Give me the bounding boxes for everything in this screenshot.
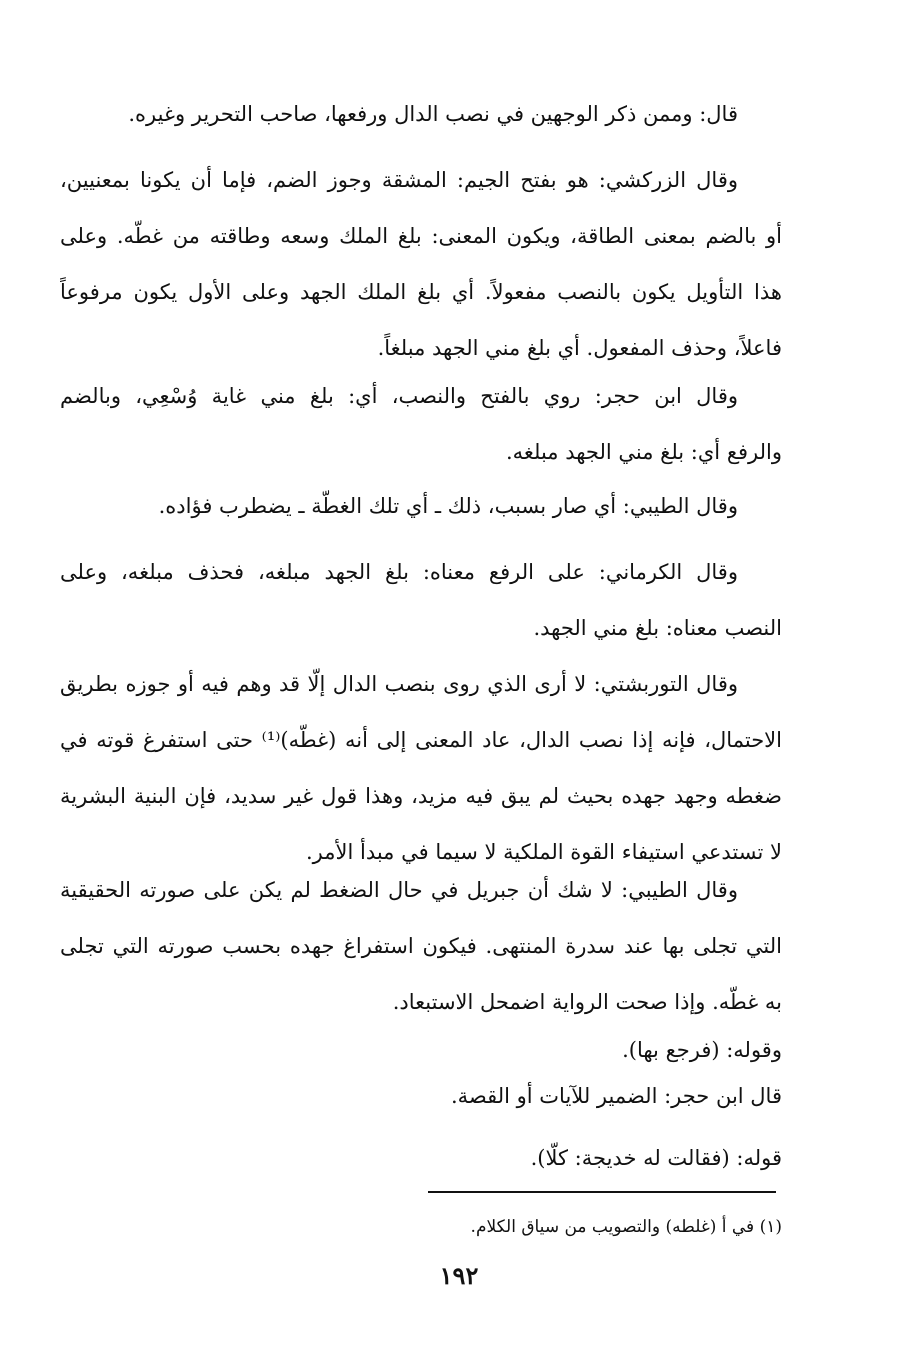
paragraph-line: والرفع أي: بلغ مني الجهد مبلغه. <box>505 440 782 464</box>
short-line-ibn-hajar: قال ابن حجر: الضمير للآيات أو القصة. <box>450 1084 782 1108</box>
paragraph-line: وقال الطيبي: لا شك أن جبريل في حال الضغط لم يكن على صورته الحقيقية <box>60 878 738 902</box>
paragraph-line: هذا التأويل يكون بالنصب مفعولاً. أي بلغ الملك الجهد وعلى الأول يكون مرفوعاً <box>60 280 782 304</box>
paragraph-line: وقال الطيبي: أي صار بسبب، ذلك ـ أي تلك الغطّة ـ يضطرب فؤاده. <box>158 494 738 518</box>
paragraph-line: وقال الكرماني: على الرفع معناه: بلغ الجهد مبلغه، فحذف مبلغه، وعلى <box>60 560 738 584</box>
paragraph-line: قال: وممن ذكر الوجهين في نصب الدال ورفعها، صاحب التحرير وغيره. <box>128 102 738 126</box>
paragraph-3 <box>60 368 782 480</box>
paragraph-line: الاحتمال، فإنه إذا نصب الدال، عاد المعنى إلى أنه (غطّه)⁽¹⁾ حتى استفرغ قوته في <box>60 728 782 752</box>
paragraph-5 <box>60 544 782 656</box>
paragraph-line: النصب معناه: بلغ مني الجهد. <box>533 616 782 640</box>
footnote: (١) في أ (غلطه) والتصويب من سياق الكلام. <box>470 1217 782 1237</box>
paragraph-line: ضغطه وجهد جهده بحيث لم يبق فيه مزيد، وهذا قول غير سديد، فإن البنية البشرية <box>60 784 782 808</box>
short-line-khadija: قوله: (فقالت له خديجة: كلّا). <box>530 1146 782 1170</box>
footnote-separator <box>428 1191 776 1193</box>
paragraph-line: به غطّه. وإذا صحت الرواية اضمحل الاستبعاد. <box>392 990 782 1014</box>
paragraph-2 <box>60 152 782 376</box>
paragraph-line: وقال ابن حجر: روي بالفتح والنصب، أي: بلغ مني غاية وُسْعِي، وبالضم <box>60 384 738 408</box>
page-number: ١٩٢ <box>439 1261 479 1290</box>
paragraph-line: التي تجلى بها عند سدرة المنتهى. فيكون استفراغ جهده بحسب صورته التي تجلى <box>60 934 782 958</box>
paragraph-1 <box>60 86 782 142</box>
paragraph-line: أو بالضم بمعنى الطاقة، ويكون المعنى: بلغ الملك وسعه وطاقته من غطّه. وعلى <box>60 224 782 248</box>
paragraph-line: وقال التوربشتي: لا أرى الذي روى بنصب الدال إلّا قد وهم فيه أو جوزه بطريق <box>60 672 738 696</box>
paragraph-4 <box>60 478 782 534</box>
paragraph-line: لا تستدعي استيفاء القوة الملكية لا سيما في مبدأ الأمر. <box>305 840 782 864</box>
paragraph-6 <box>60 656 782 880</box>
paragraph-line: وقال الزركشي: هو بفتح الجيم: المشقة وجوز الضم، فإما أن يكونا بمعنيين، <box>60 168 738 192</box>
paragraph-line: فاعلاً، وحذف المفعول. أي بلغ مني الجهد مبلغاً. <box>377 336 782 360</box>
short-line-qawluhu: وقوله: (فرجع بها). <box>622 1038 782 1062</box>
paragraph-7 <box>60 862 782 1030</box>
